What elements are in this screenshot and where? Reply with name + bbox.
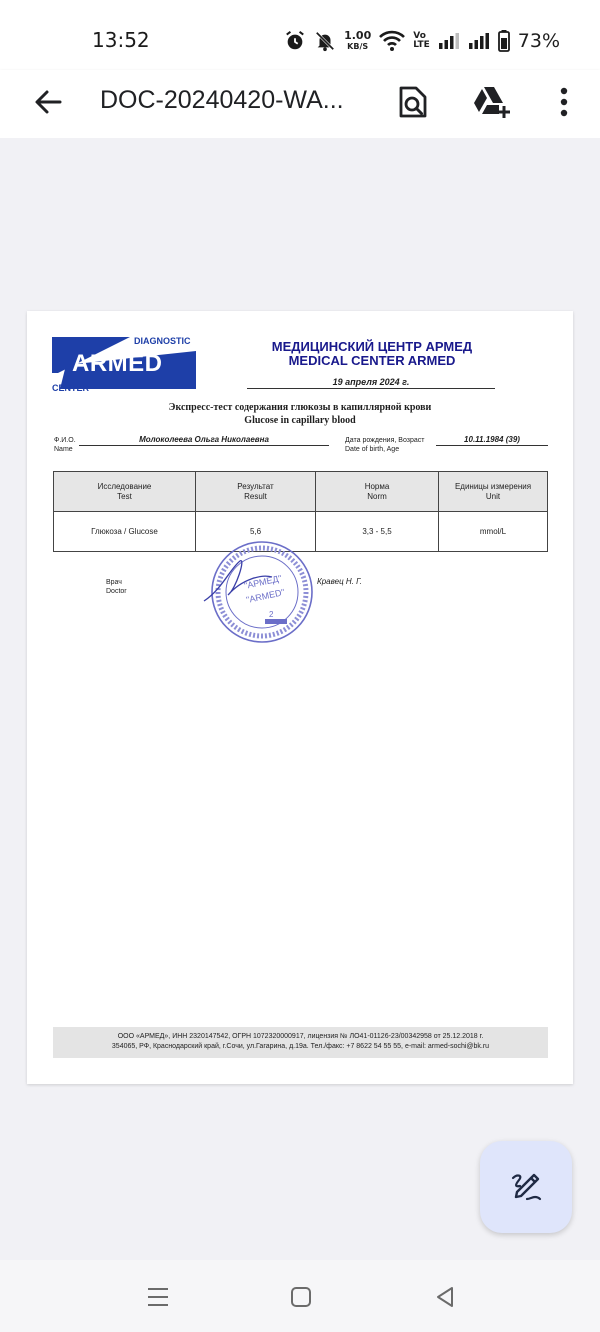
header-cell: Исследование Test bbox=[54, 472, 196, 512]
sign-fab-button[interactable] bbox=[480, 1141, 572, 1233]
battery-percent: 73% bbox=[517, 30, 560, 52]
signal-icon-1 bbox=[438, 32, 460, 50]
header-cell: Норма Norm bbox=[316, 472, 439, 512]
more-options-button[interactable] bbox=[542, 80, 586, 124]
name-label-ru: Ф.И.О. bbox=[54, 437, 76, 444]
clinic-name-en: MEDICAL CENTER ARMED bbox=[288, 353, 456, 368]
arrow-left-icon bbox=[30, 84, 66, 120]
name-label bbox=[54, 436, 76, 454]
patient-name: Молоколеева Ольга Николаевна bbox=[79, 435, 329, 446]
document-search-icon bbox=[398, 85, 428, 119]
cell-unit: mmol/L bbox=[439, 512, 548, 552]
nav-home-button[interactable] bbox=[286, 1282, 316, 1312]
alarm-icon bbox=[284, 30, 306, 52]
name-label-en: Name bbox=[54, 446, 73, 453]
stamp-text-ru: "АРМЕД" bbox=[243, 573, 283, 591]
app-bar bbox=[0, 70, 600, 138]
pen-sign-icon bbox=[509, 1170, 543, 1204]
network-speed-unit: KB/S bbox=[347, 42, 369, 51]
doctor-name: Кравец Н. Г. bbox=[317, 577, 362, 586]
dob-label-en: Date of birth, Age bbox=[345, 446, 400, 453]
volte-top: Vo bbox=[413, 31, 426, 41]
menu-lines-icon bbox=[146, 1286, 170, 1308]
doctor-label bbox=[106, 578, 127, 596]
system-nav-bar bbox=[0, 1260, 600, 1332]
nav-back-button[interactable] bbox=[430, 1282, 460, 1312]
triangle-back-icon bbox=[433, 1285, 457, 1309]
cell-norm: 3,3 - 5,5 bbox=[316, 512, 439, 552]
document-viewer[interactable] bbox=[0, 138, 600, 1260]
doctor-label-ru: Врач bbox=[106, 579, 122, 586]
wifi-icon bbox=[379, 30, 405, 52]
header-cell: Единицы измерения Unit bbox=[439, 472, 548, 512]
logo-diagnostic: DIAGNOSTIC bbox=[134, 336, 191, 346]
back-button[interactable] bbox=[30, 84, 66, 120]
cell-result: 5,6 bbox=[196, 512, 316, 552]
clinic-name-ru: МЕДИЦИНСКИЙ ЦЕНТР АРМЕД bbox=[271, 339, 473, 354]
document-footer bbox=[53, 1027, 548, 1058]
footer-line-2: 354065, РФ, Краснодарский край, г.Сочи, ул.Гагарина, д.19а. Тел./факс: +7 8622 54 55 55, e-mail: armed-sochi@bk.ru bbox=[111, 1043, 490, 1050]
battery-icon bbox=[498, 30, 510, 52]
stamp-text-number: 2 bbox=[269, 610, 274, 619]
volte-indicator bbox=[413, 32, 430, 50]
more-vert-icon bbox=[559, 87, 569, 117]
clinic-stamp bbox=[202, 539, 322, 649]
volte-bottom: LTE bbox=[413, 40, 430, 50]
google-drive-add-icon bbox=[473, 85, 511, 119]
logo-armed: ARMED bbox=[72, 350, 163, 377]
cell-test: Глюкоза / Glucose bbox=[54, 512, 196, 552]
square-home-icon bbox=[289, 1285, 313, 1309]
network-speed bbox=[344, 30, 371, 52]
doctor-label-en: Doctor bbox=[106, 588, 127, 595]
status-icons bbox=[284, 26, 560, 56]
test-title-ru: Экспресс-тест содержания глюкозы в капиллярной крови bbox=[168, 402, 432, 413]
mute-bell-icon bbox=[314, 30, 336, 52]
document-date: 19 апреля 2024 г. bbox=[247, 377, 495, 389]
logo-center: CENTER bbox=[52, 383, 90, 393]
nav-recents-button[interactable] bbox=[143, 1282, 173, 1312]
armed-logo bbox=[52, 333, 197, 395]
patient-dob: 10.11.1984 (39) bbox=[436, 435, 548, 446]
table-header-row bbox=[54, 472, 548, 512]
stamp-text-en: "ARMED" bbox=[245, 587, 286, 605]
footer-line-1: ООО «АРМЕД», ИНН 2320147542, ОГРН 1072320000917, лицензия № ЛО41-01126-23/00342958 от 25.12.2018 г. bbox=[117, 1033, 484, 1040]
test-title-en: Glucose in capillary blood bbox=[244, 415, 356, 426]
network-speed-value: 1.00 bbox=[344, 29, 372, 42]
document-title: DOC-20240420-WA... bbox=[100, 86, 344, 114]
status-time: 13:52 bbox=[92, 28, 150, 52]
search-document-button[interactable] bbox=[391, 80, 435, 124]
document-page bbox=[27, 311, 573, 1084]
status-bar bbox=[0, 0, 600, 70]
dob-label bbox=[345, 436, 424, 454]
dob-label-ru: Дата рождения, Возраст bbox=[345, 437, 425, 444]
signal-icon-2 bbox=[468, 32, 490, 50]
header-cell: Результат Result bbox=[196, 472, 316, 512]
add-to-drive-button[interactable] bbox=[470, 80, 514, 124]
